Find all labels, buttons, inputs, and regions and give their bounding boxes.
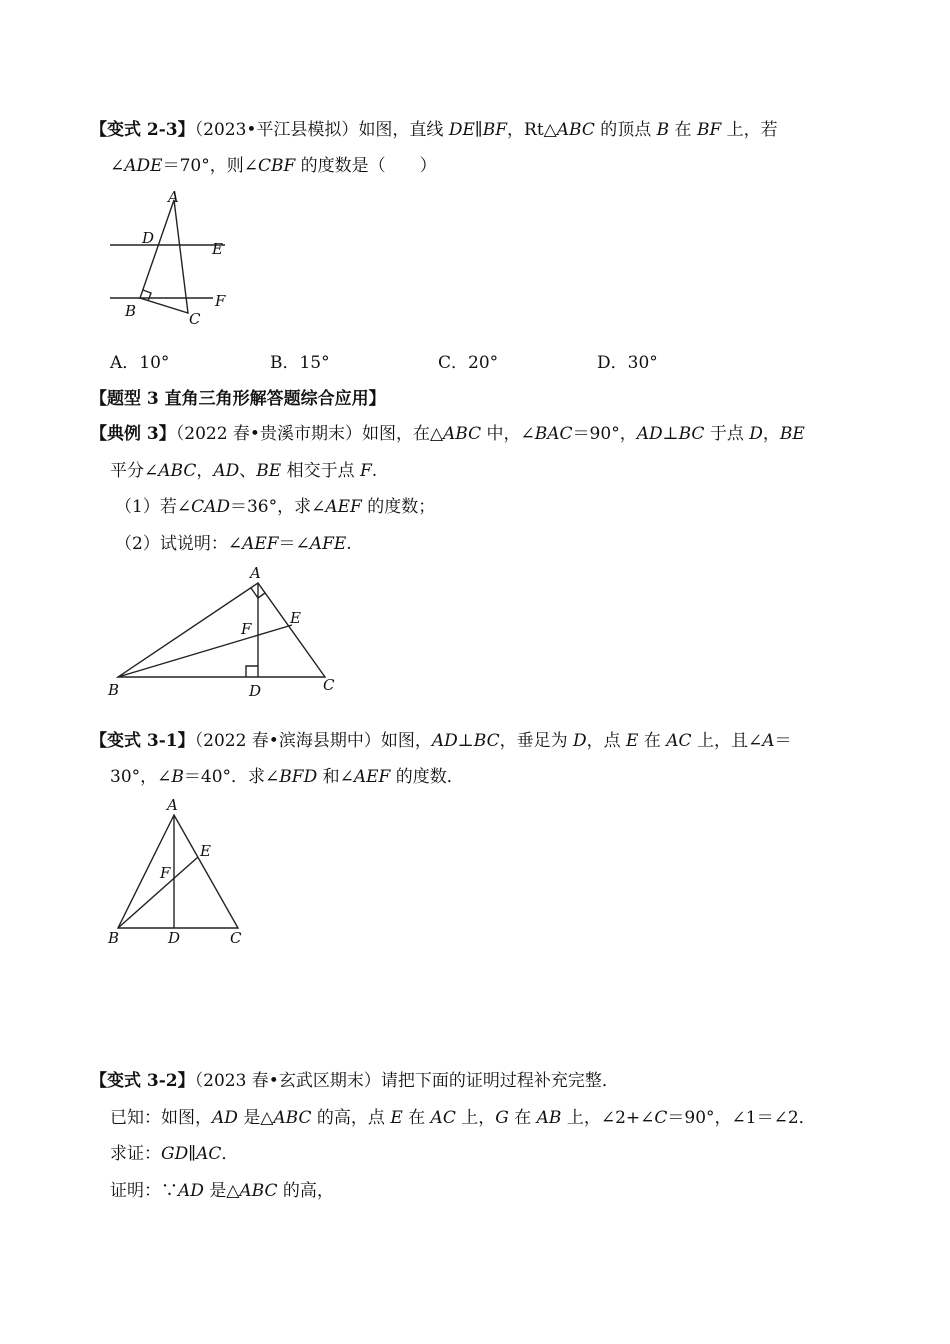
label-D: D [249, 682, 262, 700]
example-3-question-2: （2）试说明：∠AEF＝∠AFE. [115, 534, 352, 554]
variant-3-1-line-1: 【变式 3-1】（2022 春•滨海县期中）如图，AD⊥BC，垂足为 D，点 E 在 AC 上，且∠A＝ [90, 731, 792, 751]
label-A: A [168, 188, 179, 206]
label-A: A [167, 796, 178, 814]
label-F: F [241, 620, 252, 638]
label-D: D [168, 929, 181, 947]
variant-tag: 【变式 2-3】 [90, 120, 195, 140]
triangle-ABC [118, 815, 238, 928]
label-C: C [323, 676, 335, 694]
example-3-line-2: 平分∠ABC，AD、BE 相交于点 F. [110, 461, 378, 481]
example-3-question-1: （1）若∠CAD＝36°，求∠AEF 的度数； [115, 497, 436, 517]
variant-3-2-prove: 求证：GD∥AC． [110, 1144, 239, 1164]
variant-3-1-line-2: 30°，∠B＝40°．求∠BFD 和∠AEF 的度数． [110, 767, 464, 787]
segment-BE [118, 857, 198, 928]
label-B: B [125, 302, 137, 320]
label-E: E [212, 240, 223, 258]
option-d: D．30° [597, 353, 658, 373]
variant-3-2-line-1: 【变式 3-2】（2023 春•玄武区期末）请把下面的证明过程补充完整． [90, 1071, 619, 1091]
label-B: B [108, 929, 120, 947]
label-E: E [290, 609, 301, 627]
option-a: A．10° [110, 353, 170, 373]
label-F: F [160, 864, 171, 882]
section-title: 【题型 3 直角三角形解答题综合应用】 [90, 389, 386, 409]
label-D: D [142, 229, 155, 247]
variant-3-2-proof: 证明：∵AD 是△ABC 的高， [110, 1181, 334, 1201]
label-A: A [250, 564, 261, 582]
example-3-line-1: 【典例 3】（2022 春•贵溪市期末）如图，在△ABC 中，∠BAC＝90°，AD⊥BC 于点 D，BE [90, 424, 805, 444]
variant-2-3-line-1: 【变式 2-3】（2023•平江县模拟）如图，直线 DE∥BF，Rt△ABC 的顶点 B 在 BF 上，若 [90, 120, 778, 140]
label-C: C [230, 929, 242, 947]
variant-3-2-known: 已知：如图，AD 是△ABC 的高，点 E 在 AC 上，G 在 AB 上，∠2+∠C＝90°，∠1＝∠2． [110, 1108, 816, 1128]
label-E: E [200, 842, 211, 860]
label-F: F [215, 292, 226, 310]
label-B: B [108, 681, 120, 699]
variant-2-3-line-2: ∠ADE＝70°，则∠CBF 的度数是（ ） [110, 156, 437, 176]
source: （2023•平江县模拟） [194, 120, 359, 140]
option-b: B．15° [270, 353, 330, 373]
option-c: C．20° [438, 353, 499, 373]
label-C: C [189, 310, 201, 328]
